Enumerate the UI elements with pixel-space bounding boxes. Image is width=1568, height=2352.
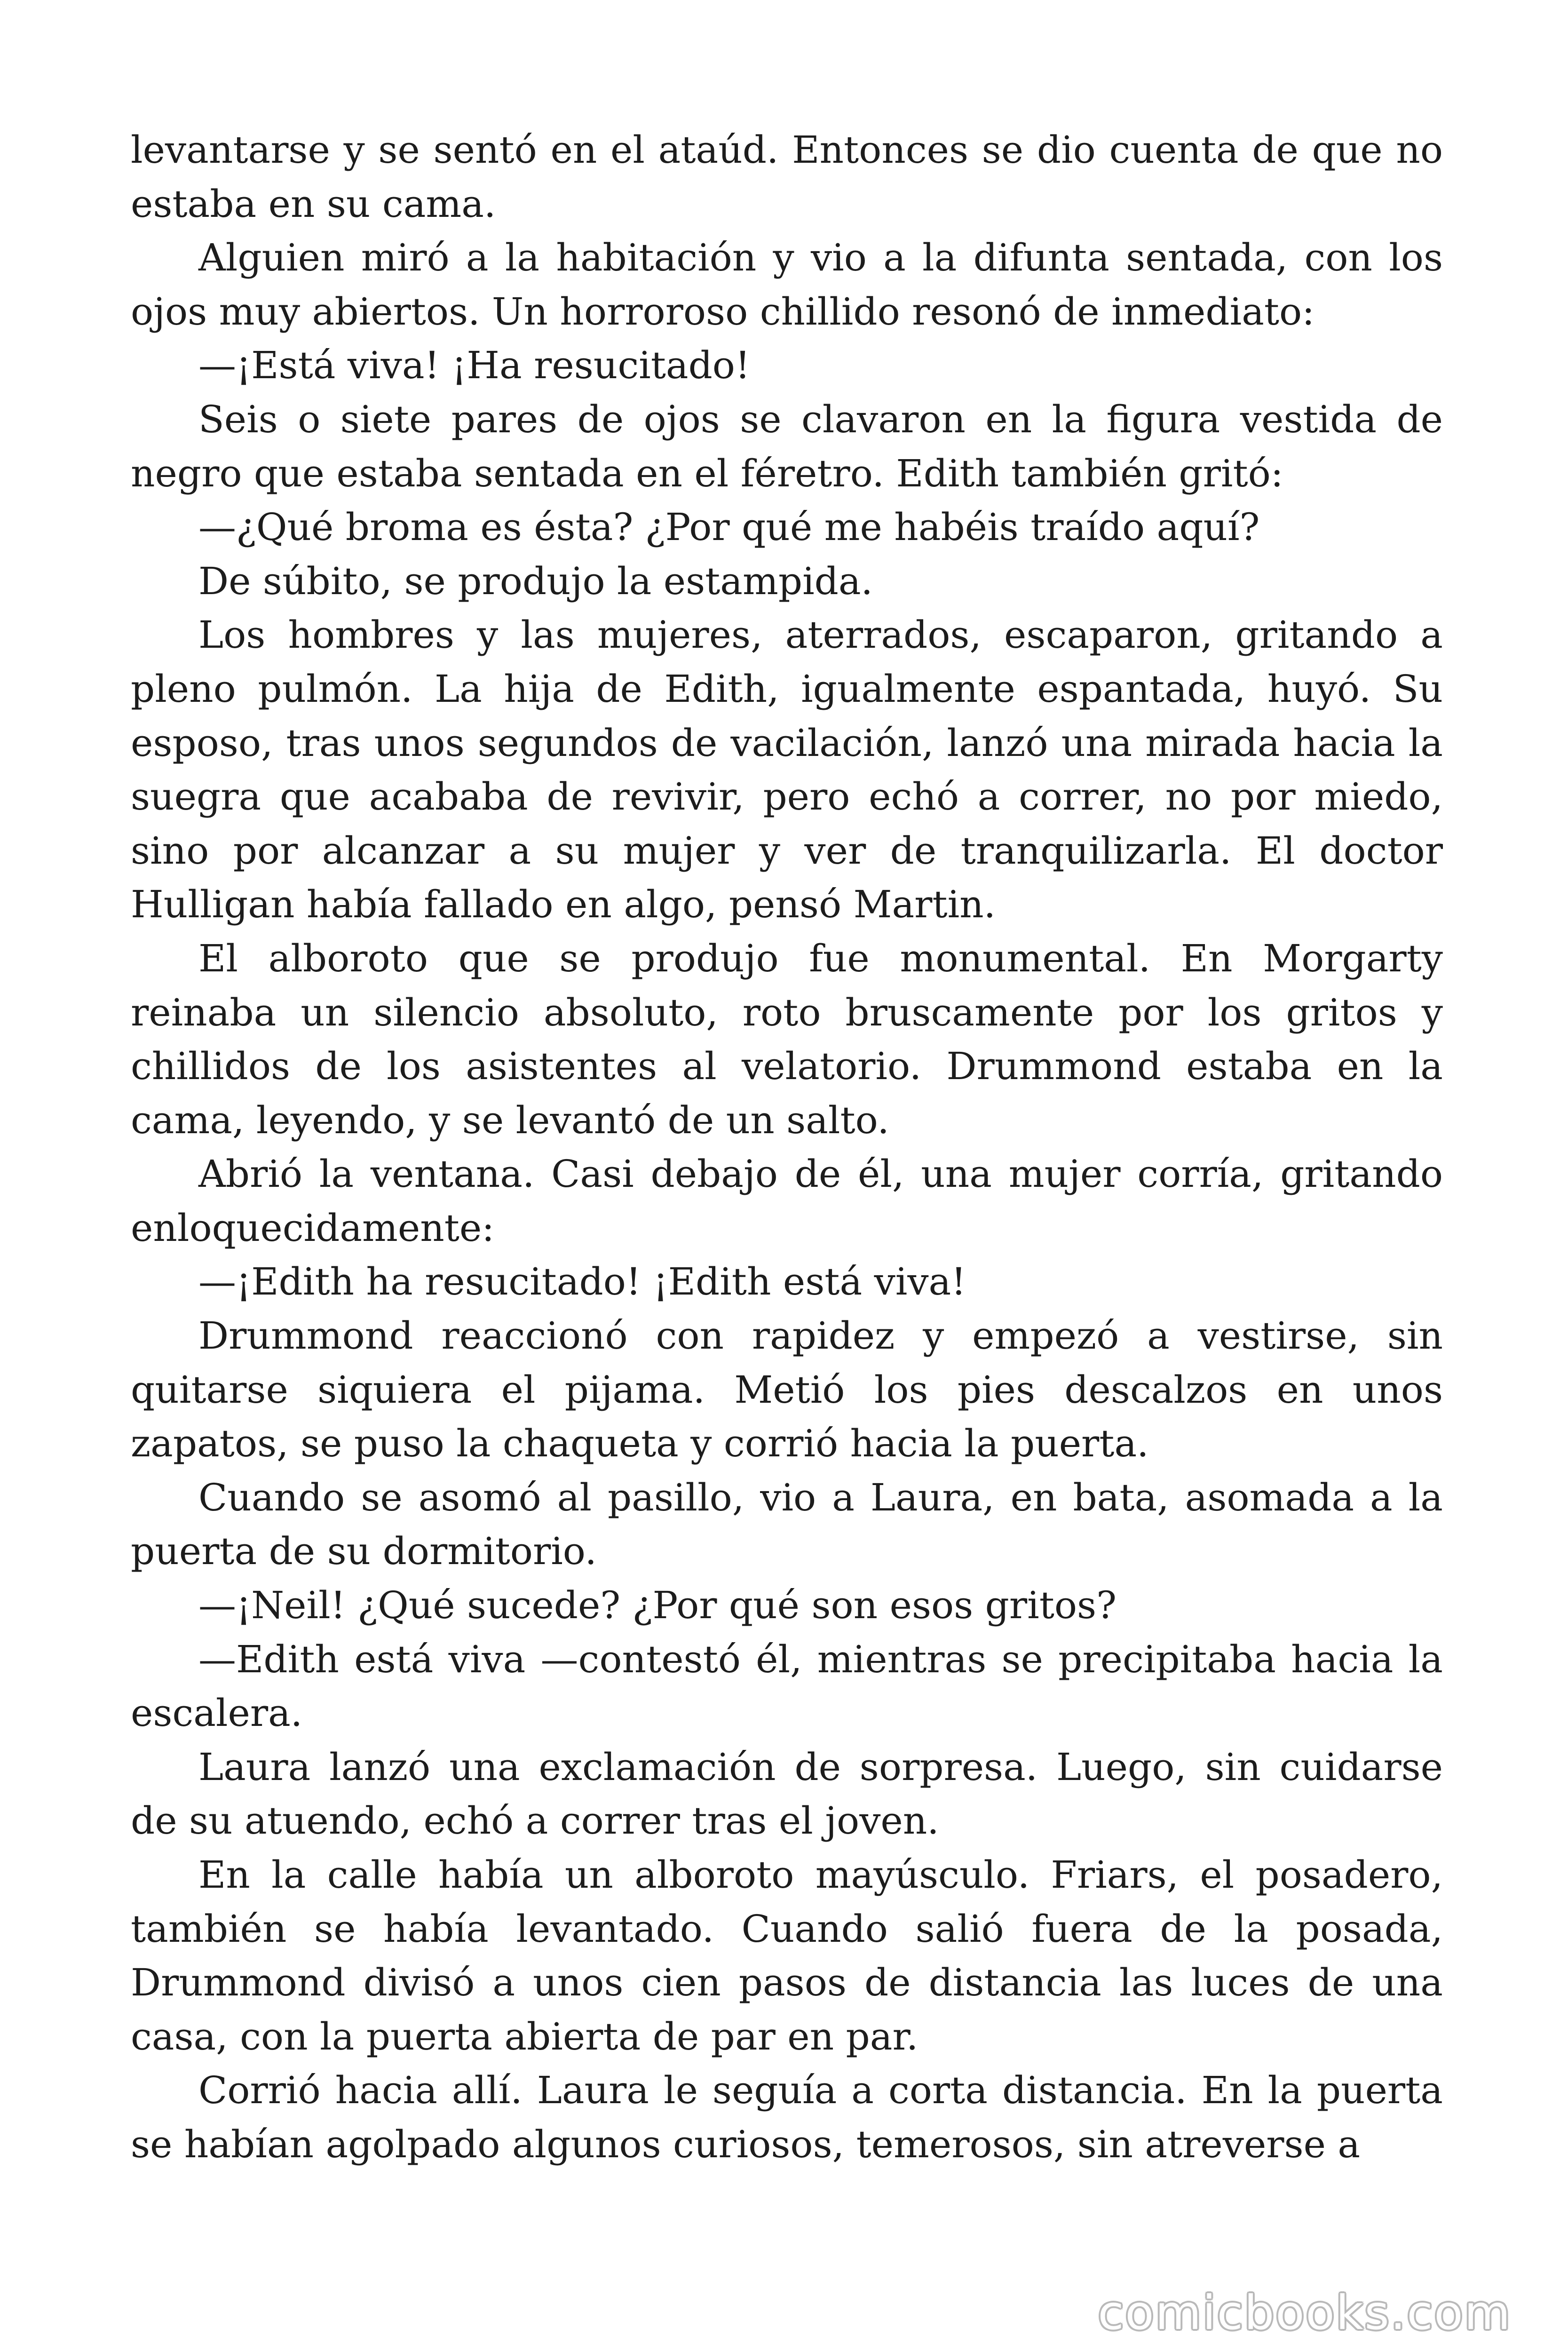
paragraph: Corrió hacia allí. Laura le seguía a corta distancia. En la puerta se habían agolpado algunos curiosos, temerosos, sin atreverse a (131, 2068, 1443, 2166)
paragraph: Drummond reaccionó con rapidez y empezó a vestirse, sin quitarse siquiera el pijama. Metió los pies descalzos en unos zapatos, se puso la chaqueta y corrió hacia la puerta. (131, 1314, 1443, 1466)
page-text (131, 123, 1443, 2172)
paragraph: —¡Edith ha resucitado! ¡Edith está viva! (198, 1260, 966, 1304)
paragraph: Laura lanzó una exclamación de sorpresa. Luego, sin cuidarse de su atuendo, echó a correr tras el joven. (131, 1745, 1443, 1843)
paragraph: Abrió la ventana. Casi debajo de él, una mujer corría, gritando enloquecidamente: (131, 1152, 1443, 1250)
paragraph: —Edith está viva —contestó él, mientras se precipitaba hacia la escalera. (131, 1637, 1443, 1735)
paragraph: Los hombres y las mujeres, aterrados, escaparon, gritando a pleno pulmón. La hija de Edith, igualmente espantada, huyó. Su esposo, tras unos segundos de vacilación, lanzó una mirada hacia la suegra que acababa de revivir, pero echó a correr, no por miedo, sino por alcanzar a su mujer y ver de tranquilizarla. El doctor Hulligan había fallado en algo, pensó Martin. (131, 613, 1443, 927)
paragraph: De súbito, se produjo la estampida. (198, 559, 873, 603)
paragraph: Alguien miró a la habitación y vio a la difunta sentada, con los ojos muy abiertos. Un horroroso chillido resonó de inmediato: (131, 236, 1443, 334)
paragraph: —¡Neil! ¿Qué sucede? ¿Por qué son esos gritos? (198, 1583, 1117, 1628)
paragraph: —¡Está viva! ¡Ha resucitado! (198, 343, 751, 388)
paragraph: En la calle había un alboroto mayúsculo. Friars, el posadero, también se había levantado. Cuando salió fuera de la posada, Drummond divisó a unos cien pasos de distancia las luces de una casa, con la puerta abierta de par en par. (131, 1853, 1443, 2058)
paragraph: Cuando se asomó al pasillo, vio a Laura, en bata, asomada a la puerta de su dormitorio. (131, 1475, 1443, 1573)
paragraph: El alboroto que se produjo fue monumental. En Morgarty reinaba un silencio absoluto, roto bruscamente por los gritos y chillidos de los asistentes al velatorio. Drummond estaba en la cama, leyendo, y se levantó de un salto. (131, 936, 1443, 1142)
paragraph: levantarse y se sentó en el ataúd. Entonces se dio cuenta de que no estaba en su cama. (131, 128, 1443, 226)
paragraph: —¿Qué broma es ésta? ¿Por qué me habéis traído aquí? (198, 505, 1260, 549)
paragraph: Seis o siete pares de ojos se clavaron en la figura vestida de negro que estaba sentada en el féretro. Edith también gritó: (131, 397, 1443, 495)
watermark: comicbooks.com (1098, 2285, 1512, 2340)
